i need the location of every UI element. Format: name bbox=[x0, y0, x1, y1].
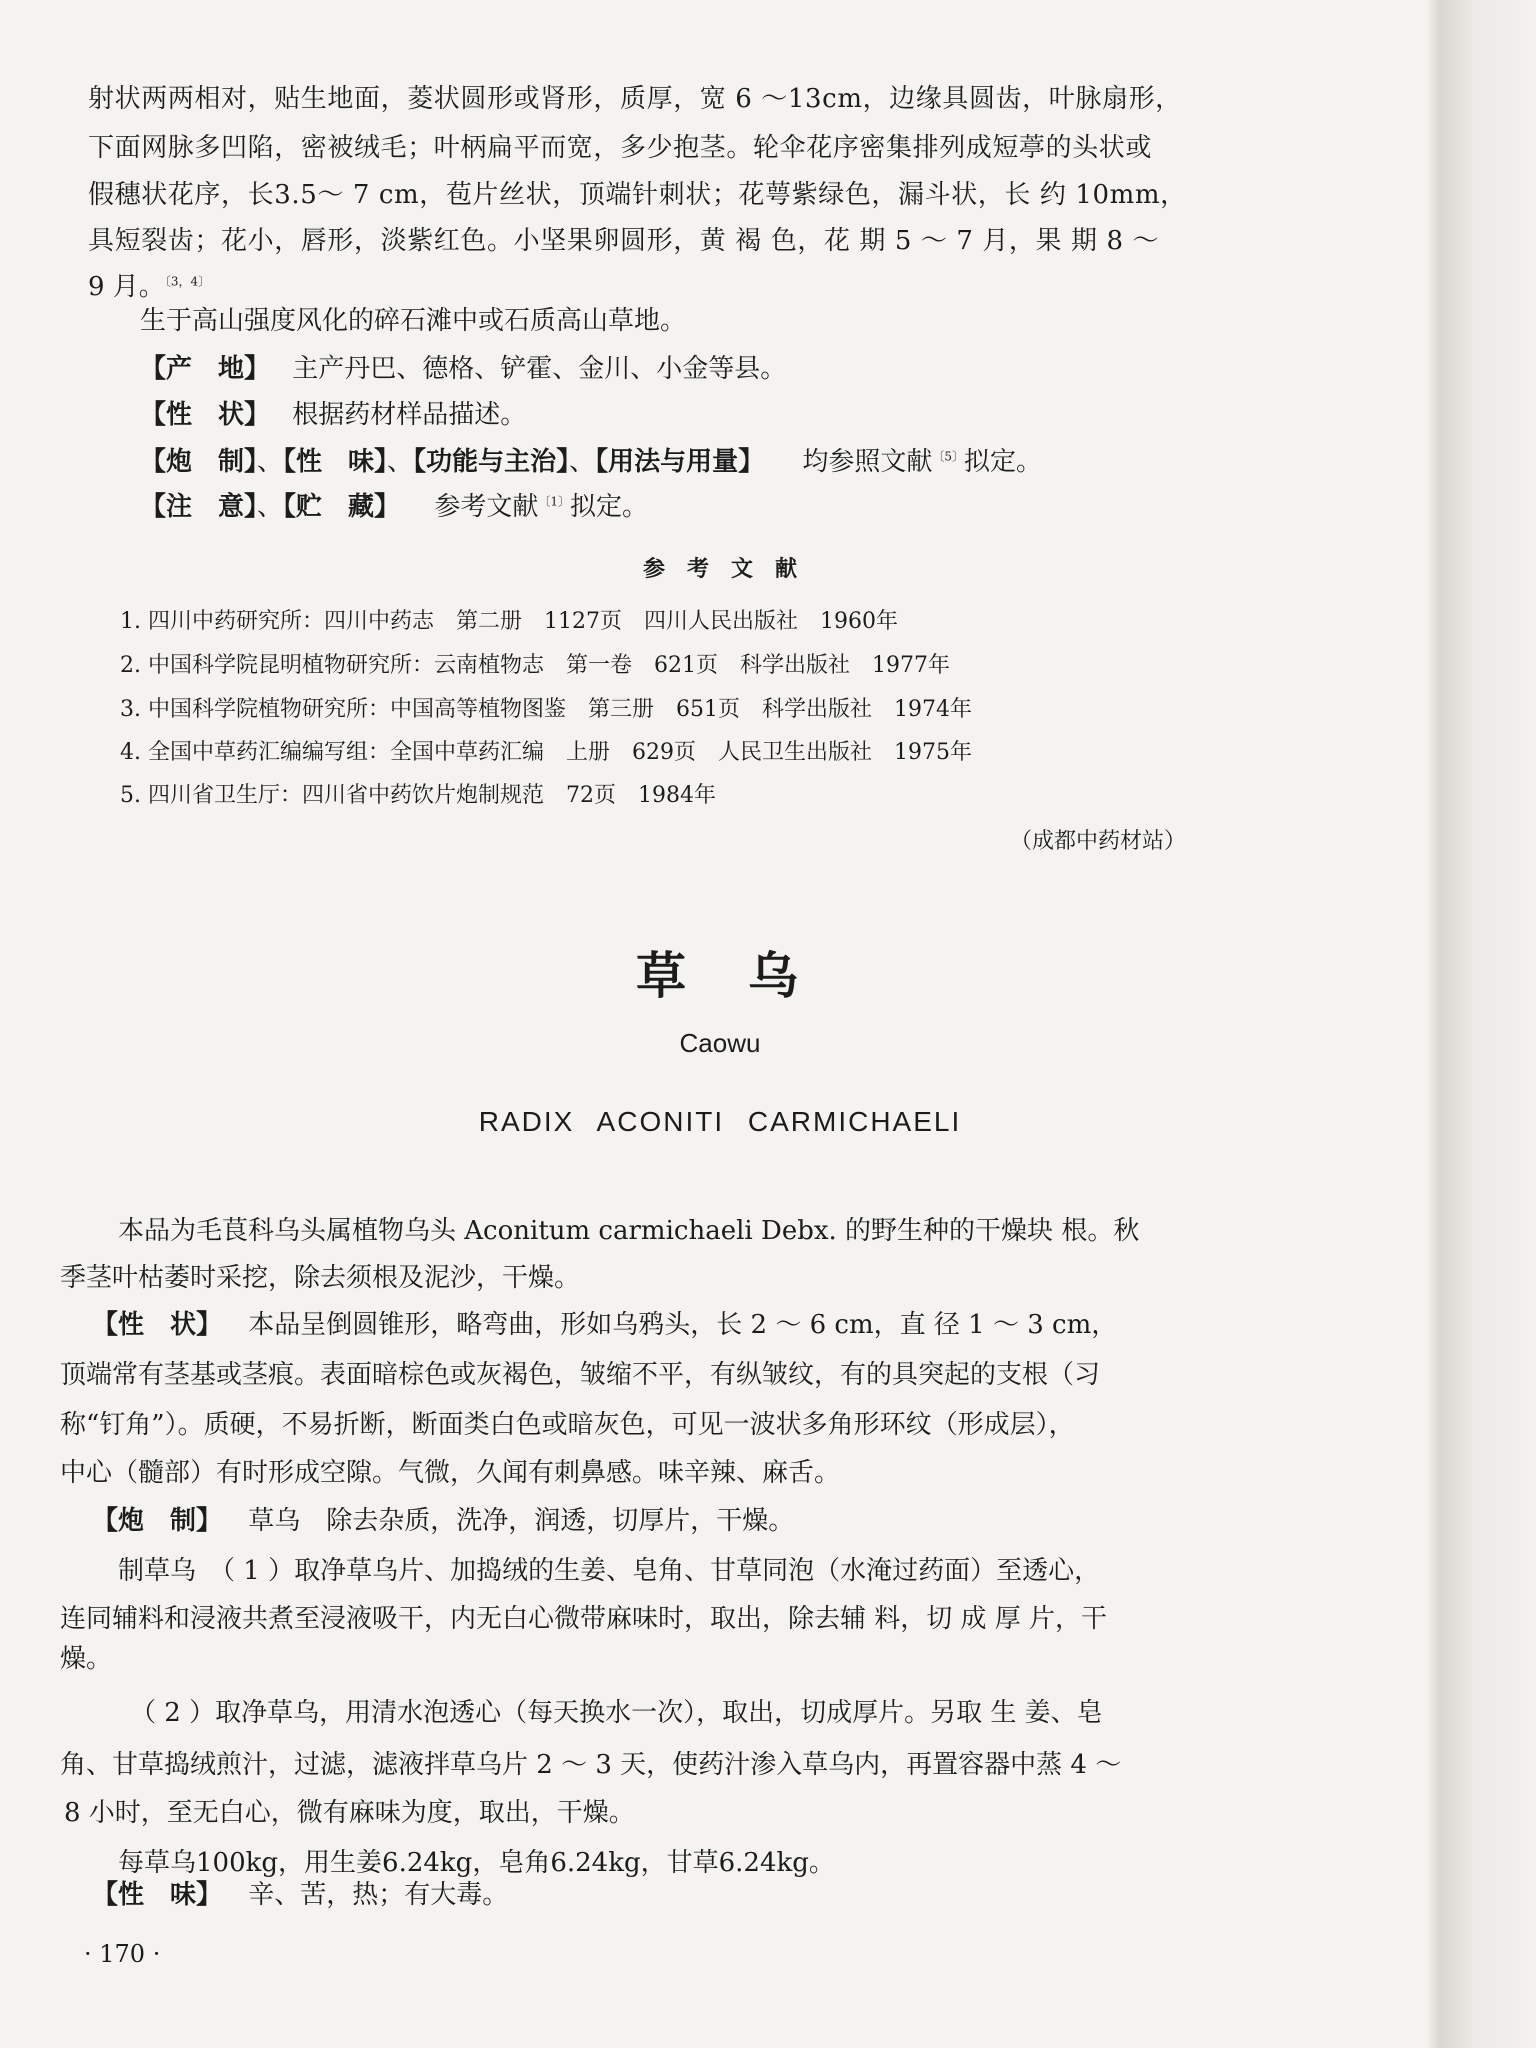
intro-line-1: 本品为毛茛科乌头属植物乌头 Aconitum carmichaeli Debx. 的野生种的干燥块 根。秋 bbox=[118, 1216, 1140, 1246]
caution-label: 【注 意】 bbox=[140, 492, 258, 522]
continued-line-2: 下面网脉多凹陷，密被绒毛；叶柄扁平而宽，多少抱茎。轮伞花序密集排列成短葶的头状或 bbox=[88, 133, 1153, 163]
entry-taste-row bbox=[92, 1882, 508, 1908]
note-text-end: 拟定。 bbox=[569, 492, 648, 522]
function-label: 【功能与主治】 bbox=[413, 447, 570, 477]
processing-label: 【炮 制】 bbox=[140, 447, 258, 477]
continued-line-4: 具短裂齿；花小，唇形，淡紫红色。小坚果卵圆形，黄 褐 色，花 期 5 ～ 7 月，果 期 8 ～ bbox=[88, 226, 1160, 256]
entry-character-row bbox=[92, 1312, 1117, 1338]
continued-line-1: 射状两两相对，贴生地面，菱状圆形或肾形，质厚，宽 6 ～13cm，边缘具圆齿，叶脉扇形， bbox=[88, 84, 1182, 114]
citation-sup: 〔5〕 bbox=[932, 449, 965, 464]
entry-character-label: 【性 状】 bbox=[92, 1310, 223, 1340]
entry-title-pinyin: Caowu bbox=[679, 1028, 761, 1058]
separator: 、 bbox=[387, 447, 414, 477]
reference-item-1: 1. 四川中药研究所：四川中药志 第二册 1127页 四川人民出版社 1960年 bbox=[120, 609, 898, 634]
reference-item-5: 5. 四川省卫生厅：四川省中药饮片炮制规范 72页 1984年 bbox=[120, 783, 716, 808]
character-line: 本品呈倒圆锥形，略弯曲，形如乌鸦头，长 2 ～ 6 cm，直 径 1 ～ 3 cm， bbox=[248, 1310, 1118, 1340]
method2-line-1: （ 2 ）取净草乌，用清水泡透心（每天换水一次），取出，切成厚片。另取 生 姜、皂 bbox=[130, 1698, 1103, 1728]
taste-text: 辛、苦，热；有大毒。 bbox=[248, 1880, 509, 1910]
page-gutter-shadow bbox=[1426, 0, 1440, 2048]
combo-text-end: 拟定。 bbox=[964, 447, 1043, 477]
entry-processing-label: 【炮 制】 bbox=[92, 1506, 223, 1536]
storage-label: 【贮 藏】 bbox=[283, 492, 401, 522]
origin-text: 主产丹巴、德格、铲霍、金川、小金等县。 bbox=[292, 354, 787, 384]
page-edge bbox=[1440, 0, 1536, 2048]
separator: 、 bbox=[257, 492, 284, 522]
ratio-text: 每草乌100kg，用生姜6.24kg，皂角6.24kg，甘草6.24kg。 bbox=[118, 1848, 835, 1878]
citation-sup: 〔1〕 bbox=[538, 494, 570, 509]
entry-taste-label: 【性 味】 bbox=[92, 1880, 223, 1910]
origin-label: 【产 地】 bbox=[140, 354, 271, 384]
character-row bbox=[140, 402, 526, 428]
citation-sup: 〔3，4〕 bbox=[164, 274, 211, 289]
page-number: · 170 · bbox=[84, 1940, 161, 1968]
separator: 、 bbox=[569, 447, 596, 477]
habitat-text: 生于高山强度风化的碎石滩中或石质高山草地。 bbox=[140, 306, 687, 336]
note-row bbox=[140, 494, 648, 520]
method1-line-2: 连同辅料和浸液共煮至浸液吸干，内无白心微带麻味时，取出，除去辅 料，切 成 厚 片，干 bbox=[60, 1604, 1108, 1634]
processing-text: 草乌 除去杂质，洗净，润透，切厚片，干燥。 bbox=[248, 1506, 795, 1536]
method2-line-2: 角、甘草捣绒煎汁，过滤，滤液拌草乌片 2 ～ 3 天，使药汁渗入草乌内，再置容器中蒸 4 ～ bbox=[60, 1750, 1122, 1780]
references-heading: 参 考 文 献 bbox=[642, 557, 797, 582]
continued-line-5: 9 月。$^{〔3,4〕}$ bbox=[88, 272, 211, 302]
reference-source: （成都中药材站） bbox=[1010, 829, 1187, 854]
reference-item-4: 4. 全国中草药汇编编写组：全国中草药汇编 上册 629页 人民卫生出版社 1975年 bbox=[120, 740, 972, 765]
method1-line-1: 制草乌 （ 1 ）取净草乌片、加捣绒的生姜、皂角、甘草同泡（水淹过药面）至透心， bbox=[118, 1556, 1101, 1586]
intro-line-2: 季茎叶枯萎时采挖，除去须根及泥沙，干燥。 bbox=[60, 1263, 581, 1293]
reference-item-3: 3. 中国科学院植物研究所：中国高等植物图鉴 第三册 651页 科学出版社 1974年 bbox=[120, 697, 972, 722]
combo-row bbox=[140, 449, 1042, 475]
character-line-4: 中心（髓部）有时形成空隙。气微，久闻有刺鼻感。味辛辣、麻舌。 bbox=[60, 1458, 841, 1488]
taste-label: 【性 味】 bbox=[283, 447, 388, 477]
separator: 、 bbox=[257, 447, 284, 477]
note-text: 参考文献 bbox=[434, 492, 539, 522]
origin-row bbox=[140, 356, 786, 382]
continued-line-3: 假穗状花序，长3.5～ 7 cm，苞片丝状，顶端针刺状；花萼紫绿色，漏斗状，长 约 10mm， bbox=[88, 180, 1187, 210]
character-line-3: 称“钉角”）。质硬，不易折断，断面类白色或暗灰色，可见一波状多角形环纹（形成层）， bbox=[60, 1410, 1075, 1440]
entry-title-cn: 草 乌 bbox=[636, 947, 804, 1005]
character-label: 【性 状】 bbox=[140, 400, 271, 430]
combo-text: 均参照文献 bbox=[802, 447, 933, 477]
method1-line-3: 燥。 bbox=[60, 1644, 113, 1674]
character-text: 根据药材样品描述。 bbox=[292, 400, 527, 430]
method2-line-3: 8 小时，至无白心，微有麻味为度，取出，干燥。 bbox=[64, 1798, 635, 1828]
entry-title-latin: RADIX ACONITI CARMICHAELI bbox=[478, 1106, 962, 1137]
reference-item-2: 2. 中国科学院昆明植物研究所：云南植物志 第一卷 621页 科学出版社 1977年 bbox=[120, 653, 950, 678]
usage-label: 【用法与用量】 bbox=[595, 447, 765, 477]
entry-processing-row bbox=[92, 1508, 794, 1534]
character-line-2: 顶端常有茎基或茎痕。表面暗棕色或灰褐色，皱缩不平，有纵皱纹，有的具突起的支根（习 bbox=[60, 1360, 1101, 1390]
